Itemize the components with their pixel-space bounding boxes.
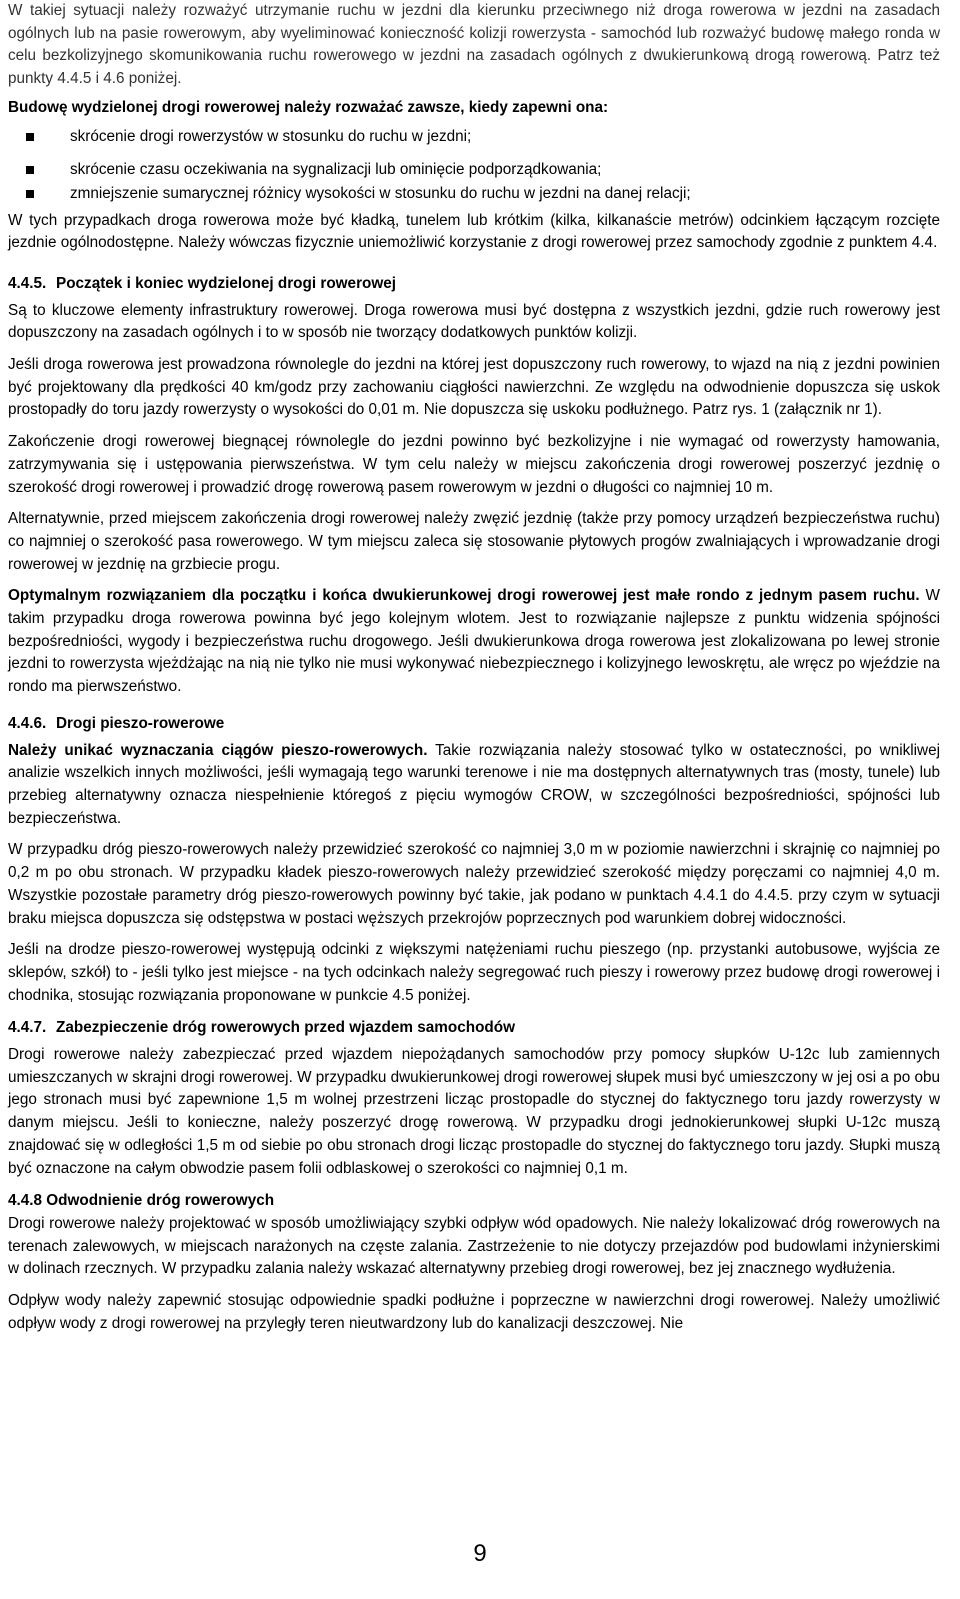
paragraph: Należy unikać wyznaczania ciągów pieszo-rowerowych. Takie rozwiązania należy stosować tylko w ostateczności, po wnikliwej analizie wszelkich innych możliwości, jeśli wymagają tego warunki terenowe i nie ma dostępnych alternatywnych tras (mosty, tunele) lub przebieg alternatywny oznacza niespełnienie któregoś z pięciu wymogów CROW, w szczególności bezpośredniości, spójności lub bezpieczeństwa.	[8, 741, 941, 827]
paragraph: Są to kluczowe elementy infrastruktury rowerowej. Droga rowerowa musi być dostępna z wszystkich jezdni, gdzie ruch rowerowy jest dopuszczony na zasadach ogólnych i to w sposób nie tworzący dodatkowych punktów kolizji.	[8, 301, 940, 342]
square-bullet-icon	[26, 190, 34, 198]
separate-path-heading: Budowę wydzielonej drogi rowerowej należy rozważać zawsze, kiedy zapewni ona:	[8, 98, 609, 116]
paragraph: Alternatywnie, przed miejscem zakończenia drogi rowerowej należy zwęzić jezdnię (także przy pomocy urządzeń bezpieczeństwa ruchu) co najmniej o szerokość pasa rowerowego. W tym miejscu zaleca się stosowanie płytowych progów zwalniających i wprowadzanie drogi rowerowej w jezdnię na grzbiecie progu.	[8, 510, 940, 573]
section-number: 4.4.8	[8, 1192, 43, 1210]
after-list-paragraph: W tych przypadkach droga rowerowa może być kładką, tunelem lub krótkim (kilka, kilkanaście metrów) odcinkiem łączącym rozcięte jezdnie ogólnodostępne. Należy wówczas fizycznie uniemożliwić korzystanie z drogi rowerowej przez samochody zgodnie z punktem 4.4.	[8, 211, 940, 252]
emphasis-text: Optymalnym rozwiązaniem dla początku i końca dwukierunkowej drogi rowerowej jest małe rondo z jednym pasem ruchu.	[8, 587, 920, 605]
page-number: 9	[473, 1540, 487, 1567]
section-title: Początek i koniec wydzielonej drogi rowerowej	[56, 274, 397, 292]
section-heading-4-4-7	[8, 1017, 940, 1040]
list-item: skrócenie drogi rowerzystów w stosunku do ruchu w jezdni;	[8, 125, 940, 149]
document-body	[8, 0, 940, 1335]
benefits-list	[8, 125, 940, 206]
section-number: 4.4.7.	[8, 1019, 47, 1037]
section-number: 4.4.6.	[8, 714, 47, 732]
intro-paragraph: W takiej sytuacji należy rozważyć utrzymanie ruchu w jezdni dla kierunku przeciwnego niż droga rowerowa w jezdni na zasadach ogólnych lub na pasie rowerowym, aby wyeliminować konieczność kolizji rowerzysta - samochód lub rozważyć budowę małego ronda w celu bezkolizyjnego skomunikowania ruchu rowerowego w jezdni na zasadach ogólnych z dwukierunkową drogą rowerową. Patrz też punkty 4.4.5 i 4.6 poniżej.	[8, 2, 940, 88]
section-heading-4-4-6	[8, 713, 940, 736]
paragraph: Zakończenie drogi rowerowej biegnącej równolegle do jezdni powinno być bezkolizyjne i nie wymagać od rowerzysty hamowania, zatrzymywania się i ustępowania pierwszeństwa. W tym celu należy w miejscu zakończenia drogi rowerowej poszerzyć jezdnię o szerokość drogi rowerowej i prowadzić drogę rowerową pasem rowerowym w jezdni o długości co najmniej 10 m.	[8, 433, 940, 496]
section-heading-4-4-5	[8, 273, 940, 296]
section-title: Zabezpieczenie dróg rowerowych przed wjazdem samochodów	[56, 1019, 516, 1037]
section-title: Drogi pieszo-rowerowe	[56, 714, 225, 732]
section-number: 4.4.5.	[8, 274, 47, 292]
paragraph: Drogi rowerowe należy projektować w sposób umożliwiający szybki odpływ wód opadowych. Nie należy lokalizować dróg rowerowych na terenach zalewowych, w miejscach narażonych na częste zalania. Zastrzeżenie to nie dotyczy przejazdów pod budowlami inżynierskimi w dolinach rzecznych. W przypadku zalania należy wskazać alternatywny przebieg drogi rowerowej, bez jej znacznego wydłużenia.	[8, 1214, 940, 1278]
list-item: zmniejszenie sumarycznej różnicy wysokości w stosunku do ruchu w jezdni na danej relacji;	[8, 182, 940, 206]
section-title: Odwodnienie dróg rowerowych	[46, 1192, 275, 1210]
list-item: skrócenie czasu oczekiwania na sygnalizacji lub ominięcie podporządkowania;	[8, 158, 940, 182]
paragraph: Drogi rowerowe należy zabezpieczać przed wjazdem niepożądanych samochodów przy pomocy słupków U-12c lub zamiennych umieszczanych w skrajni drogi rowerowej. W przypadku dwukierunkowej drogi rowerowej słupek musi być umieszczony w jej osi a po obu jego stronach musi być zapewnione 1,5 m wolnej przestrzeni licząc prostopadle do stycznej do faktycznego toru jazdy rowerzysty w danym miejscu. Jeśli to konieczne, należy poszerzyć drogę rowerową. W przypadku drogi jednokierunkowej słupki U-12c muszą znajdować się w odległości 1,5 m od siebie po obu stronach drogi licząc prostopadle do stycznej do faktycznego toru jazdy. Słupki muszą być oznaczone na całym obwodzie pasem folii odblaskowej o szerokości co najmniej 0,1 m.	[8, 1046, 940, 1177]
emphasis-text: Należy unikać wyznaczania ciągów pieszo-rowerowych.	[8, 741, 428, 759]
section-heading-4-4-8	[8, 1190, 940, 1213]
square-bullet-icon	[26, 166, 34, 174]
paragraph: Jeśli droga rowerowa jest prowadzona równolegle do jezdni na której jest dopuszczony ruch rowerowy, to wjazd na nią z jezdni powinien być projektowany dla prędkości 40 km/godz przy zachowaniu ciągłości nawierzchni. Ze względu na odwodnienie dopuszcza się uskok prostopadły do toru jazdy rowerzysty o wysokości do 0,01 m. Nie dopuszcza się uskoku podłużnego. Patrz rys. 1 (załącznik nr 1).	[8, 356, 940, 419]
square-bullet-icon	[26, 133, 34, 141]
paragraph: Odpływ wody należy zapewnić stosując odpowiednie spadki podłużne i poprzeczne w nawierzchni drogi rowerowej. Należy umożliwić odpływ wody z drogi rowerowej na przyległy teren nieutwardzony lub do kanalizacji deszczowej. Nie	[8, 1292, 940, 1332]
paragraph: W przypadku dróg pieszo-rowerowych należy przewidzieć szerokość co najmniej 3,0 m w poziomie nawierzchni i skrajnię co najmniej po 0,2 m po obu stronach. W przypadku kładek pieszo-rowerowych należy przewidzieć szerokość między poręczami co najmniej 4,0 m. Wszystkie pozostałe parametry dróg pieszo-rowerowych powinny być takie, jak podano w punktach 4.4.1 do 4.4.5. przy czym w sytuacji braku miejsca dopuszcza się odstępstwa w postaci węższych przekrojów poprzecznych pod warunkiem dobrej widoczności.	[8, 841, 940, 927]
paragraph: Optymalnym rozwiązaniem dla początku i końca dwukierunkowej drogi rowerowej jest małe rondo z jednym pasem ruchu. W takim przypadku droga rowerowa powinna być jego kolejnym wlotem. Jest to rozwiązanie najlepsze z punktu widzenia spójności bezpośredniości, wygody i bezpieczeństwa ruchu drogowego. Jeśli dwukierunkowa droga rowerowa jest zlokalizowana po lewej stronie jezdni to rowerzysta wjeżdżając na nią nie tylko nie musi wykonywać niebezpiecznego i kolizyjnego lewoskrętu, ale wręcz po wjeździe na rondo ma pierwszeństwo.	[8, 587, 940, 696]
paragraph: Jeśli na drodze pieszo-rowerowej występują odcinki z większymi natężeniami ruchu pieszego (np. przystanki autobusowe, wyjścia ze sklepów, szkół) to - jeśli tylko jest miejsce - na tych odcinkach należy segregować ruch pieszy i rowerowy przez budowę drogi rowerowej i chodnika, stosując rozwiązania proponowane w punkcie 4.5 poniżej.	[8, 941, 940, 1004]
